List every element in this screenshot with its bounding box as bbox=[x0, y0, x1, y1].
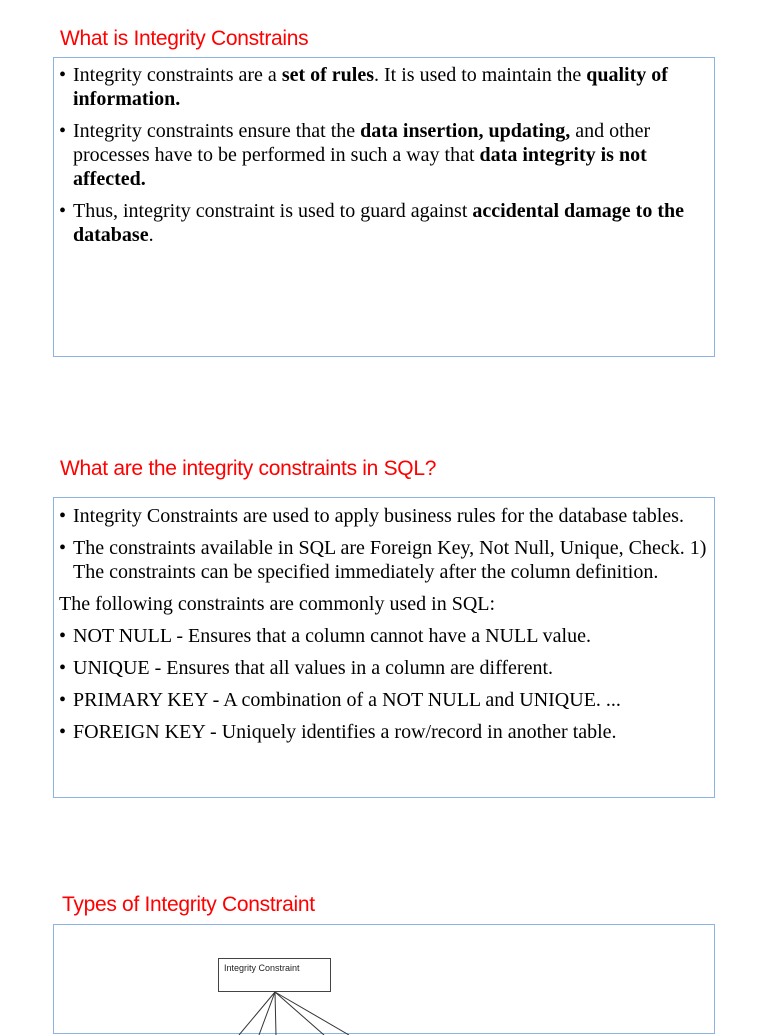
list-item bbox=[54, 656, 710, 680]
list-item bbox=[54, 199, 710, 247]
intro-text: The following constraints are commonly used in SQL: bbox=[59, 593, 496, 615]
bullet: • bbox=[59, 64, 67, 86]
text: Integrity constraints ensure that the bbox=[73, 120, 361, 142]
list-item bbox=[54, 119, 710, 191]
connector-line bbox=[239, 992, 275, 1035]
list-item bbox=[54, 688, 710, 712]
list-item bbox=[54, 536, 710, 584]
bullet: • bbox=[59, 120, 67, 142]
connector-line bbox=[259, 992, 275, 1035]
section2-heading: What are the integrity constraints in SQL? bbox=[60, 457, 437, 480]
list-item bbox=[54, 720, 710, 744]
text: The constraints available in SQL are Foreign Key, Not Null, Unique, Check. 1) The constraints can be specified immediately after the column definition. bbox=[73, 537, 707, 583]
text: PRIMARY KEY - A combination of a NOT NULL and UNIQUE. ... bbox=[73, 689, 621, 711]
sql-constraints-box bbox=[53, 497, 715, 798]
text: Thus, integrity constraint is used to guard against bbox=[73, 200, 473, 222]
bullet: • bbox=[59, 505, 67, 527]
text: FOREIGN KEY - Uniquely identifies a row/record in another table. bbox=[73, 721, 617, 743]
connector-line bbox=[275, 992, 349, 1035]
bold-text: quality of information. bbox=[73, 64, 668, 110]
bold-text: accidental damage to the database bbox=[73, 200, 685, 246]
text: . It is used to maintain the bbox=[374, 64, 587, 86]
section1-heading: What is Integrity Constrains bbox=[60, 27, 309, 50]
connector-line bbox=[275, 992, 276, 1035]
section3-heading: Types of Integrity Constraint bbox=[62, 893, 315, 916]
bold-text: set of rules bbox=[281, 64, 375, 86]
text: UNIQUE - Ensures that all values in a column are different. bbox=[73, 657, 554, 679]
bullet: • bbox=[59, 689, 67, 711]
bold-text: data integrity is not affected. bbox=[73, 144, 647, 190]
bullet: • bbox=[59, 721, 67, 743]
list-item bbox=[54, 624, 710, 648]
diagram-root-node: Integrity Constraint bbox=[218, 958, 331, 992]
text: . bbox=[148, 224, 154, 246]
bold-text: data insertion, updating, bbox=[360, 120, 571, 142]
bullet: • bbox=[59, 537, 67, 559]
text: Integrity Constraints are used to apply business rules for the database tables. bbox=[73, 505, 684, 527]
list-item bbox=[54, 63, 710, 111]
bullet: • bbox=[59, 625, 67, 647]
connector-line bbox=[275, 992, 324, 1035]
bullet: • bbox=[59, 657, 67, 679]
diagram-connectors bbox=[54, 925, 716, 1035]
list-item bbox=[54, 504, 710, 528]
text: and other processes have to be performed in such a way that bbox=[73, 120, 651, 166]
text: NOT NULL - Ensures that a column cannot have a NULL value. bbox=[73, 625, 591, 647]
text: Integrity constraints are a bbox=[73, 64, 282, 86]
definition-box bbox=[53, 57, 715, 357]
bullet: • bbox=[59, 200, 67, 222]
diagram-box bbox=[53, 924, 715, 1034]
